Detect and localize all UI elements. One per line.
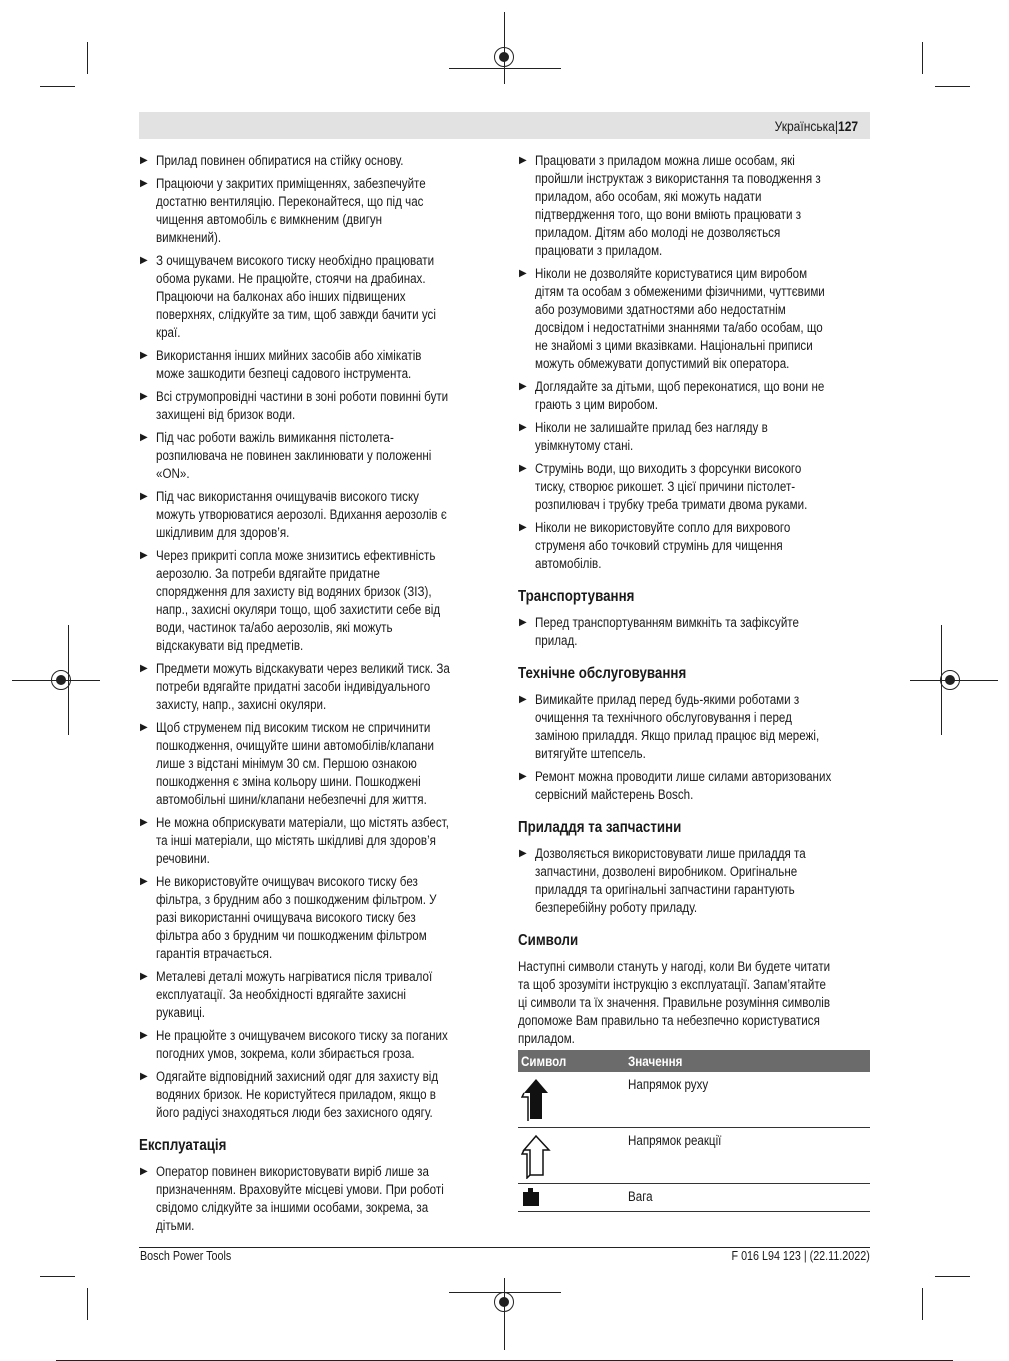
text-line: призначенням. Враховуйте місцеві умови. При роботі xyxy=(156,1182,444,1197)
section-heading: Приладдя та запчастини xyxy=(518,819,682,836)
crop-mark xyxy=(922,42,923,74)
bullet-triangle-icon: ▶ xyxy=(140,663,148,674)
text-line: його радіусі знаходяться люди без захисного одягу. xyxy=(156,1105,433,1120)
bullet-triangle-icon: ▶ xyxy=(140,550,148,561)
text-line: та інші матеріали, що містять шкідливі для здоров’я xyxy=(156,833,436,848)
text-line: прилад. xyxy=(535,633,578,648)
crop-mark xyxy=(40,86,75,87)
bullet-triangle-icon: ▶ xyxy=(519,155,527,166)
text-line: Ремонт можна проводити лише силами авторизованих xyxy=(535,769,832,784)
text-line: пройшли інструктаж з використання та поводження з xyxy=(535,171,821,186)
text-line: Одягайте відповідний захисний одяг для захисту від xyxy=(156,1069,439,1084)
text-line: достатню вентиляцію. Переконайтеся, що під час xyxy=(156,194,424,209)
list-item xyxy=(518,265,870,373)
text-line: З очищувачем високого тиску необхідно працювати xyxy=(156,253,435,268)
footer-publisher: Bosch Power Tools xyxy=(140,1249,232,1263)
bullet-triangle-icon: ▶ xyxy=(140,817,148,828)
text-line: відскакувати від предметів. xyxy=(156,638,304,653)
list-item xyxy=(518,519,870,573)
section-heading: Технічне обслуговування xyxy=(518,665,687,682)
text-line: дітям та особам з обмеженими фізичними, чуттєвими xyxy=(535,284,825,299)
list-item xyxy=(139,175,494,247)
list-item xyxy=(518,378,870,414)
text-line: можуть обмежувати допустимий вік оператора. xyxy=(535,356,790,371)
text-line: свідомо слідкуйте за іншими особами, зокрема, за xyxy=(156,1200,429,1215)
text-line: увімкнутому стані. xyxy=(535,438,634,453)
text-line: пошкодження є зміна кольору шини. Пошкоджені xyxy=(156,774,421,789)
table-row xyxy=(518,1072,870,1127)
registration-mark-icon xyxy=(940,670,960,690)
list-item xyxy=(518,614,870,650)
text-line: Не використовуйте очищувач високого тиску без xyxy=(156,874,418,889)
column-header-meaning: Значення xyxy=(628,1053,683,1069)
text-line: приладом, або особам, які можуть надати xyxy=(535,189,762,204)
text-line: або розумовими здатностями або недостатнім xyxy=(535,302,786,317)
symbol-meaning: Вага xyxy=(628,1188,653,1204)
text-line: Під час роботи важіль вимикання пістолета- xyxy=(156,430,394,445)
crop-mark xyxy=(449,68,561,69)
bullet-triangle-icon: ▶ xyxy=(140,1166,148,1177)
text-line: Ніколи не дозволяйте користуватися цим виробом xyxy=(535,266,808,281)
bullet-triangle-icon: ▶ xyxy=(140,178,148,189)
text-line: «ON». xyxy=(156,466,190,481)
text-line: витягуйте штепсель. xyxy=(535,746,646,761)
bullet-triangle-icon: ▶ xyxy=(140,491,148,502)
footer-doc-code: F 016 L94 123 | (22.11.2022) xyxy=(731,1249,870,1263)
text-line: Прилад повинен обпиратися на стійку основу. xyxy=(156,153,404,168)
section-heading: Транспортування xyxy=(518,588,635,605)
text-line: приладом. Дітям або молоді не дозволяється xyxy=(535,225,781,240)
text-line: лише з відстані мінімум 30 см. Першою ознакою xyxy=(156,756,417,771)
bullet-triangle-icon: ▶ xyxy=(140,876,148,887)
section-heading: Символи xyxy=(518,932,579,949)
text-line: пошкодження, очищуйте шини автомобілів/клапани xyxy=(156,738,435,753)
section-heading: Експлуатація xyxy=(139,1137,227,1154)
bullet-triangle-icon: ▶ xyxy=(140,1071,148,1082)
bullet-triangle-icon: ▶ xyxy=(519,848,527,859)
text-line: ці символи та їх значення. Правильне розуміння символів xyxy=(518,995,830,1010)
table-header-row xyxy=(518,1050,870,1072)
list-item xyxy=(139,547,494,655)
symbols-table xyxy=(518,1050,870,1212)
text-line: Ніколи не використовуйте сопло для вихрового xyxy=(535,520,791,535)
text-line: разі використанні очищувача високого тиску без xyxy=(156,910,416,925)
page-header xyxy=(139,112,870,139)
text-line: фільтра або з брудним чи пошкодженим фільтром xyxy=(156,928,427,943)
text-line: фільтра, з брудним або з пошкодженим фільтром. У xyxy=(156,892,437,907)
text-line: можуть утворюватися аерозолі. Вдихання аерозолів є xyxy=(156,507,447,522)
text-line: води, частинок та/або аерозолів, які можуть xyxy=(156,620,393,635)
text-line: експлуатації. За необхідності вдягайте захисні xyxy=(156,987,406,1002)
crop-mark xyxy=(504,1278,505,1350)
text-line: захисту, напр., захисні окуляри. xyxy=(156,697,327,712)
header-language: Українська xyxy=(774,118,835,134)
bullet-triangle-icon: ▶ xyxy=(140,722,148,733)
paragraph xyxy=(518,958,870,1048)
crop-mark xyxy=(87,1288,88,1320)
list-item xyxy=(518,768,870,804)
text-line: розпилювач і трубку треба тримати двома руками. xyxy=(535,497,808,512)
text-line: безперебійну роботу приладу. xyxy=(535,900,698,915)
text-line: Струмінь води, що виходить з форсунки високого xyxy=(535,461,802,476)
list-item xyxy=(139,873,494,963)
bullet-triangle-icon: ▶ xyxy=(140,155,148,166)
text-line: водяних бризок. Не користуйтеся приладом, якщо в xyxy=(156,1087,436,1102)
text-line: Металеві деталі можуть нагріватися після тривалої xyxy=(156,969,433,984)
bullet-triangle-icon: ▶ xyxy=(519,422,527,433)
list-item xyxy=(518,845,870,917)
right-column xyxy=(518,152,870,1212)
crop-mark xyxy=(87,42,88,74)
text-line: гарантія втрачається. xyxy=(156,946,273,961)
text-line: спорядження для захисту від водяних бризок (ЗІЗ), xyxy=(156,584,432,599)
bullet-triangle-icon: ▶ xyxy=(140,255,148,266)
bullet-triangle-icon: ▶ xyxy=(519,522,527,533)
text-line: та щоб зрозуміти інструкцію з експлуатації. Запам’ятайте xyxy=(518,977,827,992)
bullet-triangle-icon: ▶ xyxy=(519,381,527,392)
list-item xyxy=(139,1163,494,1235)
text-line: Перед транспортуванням вимкніть та зафіксуйте xyxy=(535,615,799,630)
direction-of-motion-arrow-icon xyxy=(521,1077,551,1121)
registration-mark-icon xyxy=(51,670,71,690)
text-line: Доглядайте за дітьми, щоб переконатися, що вони не xyxy=(535,379,825,394)
list-item xyxy=(139,814,494,868)
text-line: вимкнений). xyxy=(156,230,222,245)
text-line: Під час використання очищувачів високого тиску xyxy=(156,489,419,504)
text-line: Не працюйте з очищувачем високого тиску за поганих xyxy=(156,1028,448,1043)
bullet-triangle-icon: ▶ xyxy=(519,771,527,782)
text-line: тиску, створює рикошет. З цієї причини пістолет- xyxy=(535,479,796,494)
text-line: шкідливим для здоров’я. xyxy=(156,525,290,540)
text-line: очищення та технічного обслуговування і перед xyxy=(535,710,792,725)
text-line: Предмети можуть відскакувати через великий тиск. За xyxy=(156,661,450,676)
text-line: сервісний майстерень Bosch. xyxy=(535,787,694,802)
text-line: погодних умов, зокрема, коли збирається гроза. xyxy=(156,1046,415,1061)
text-line: Працювати з приладом можна лише особам, які xyxy=(535,153,795,168)
header-text xyxy=(774,118,858,134)
list-item xyxy=(139,152,494,170)
table-row xyxy=(518,1183,870,1211)
crop-mark xyxy=(922,1288,923,1320)
text-line: Дозволяється використовувати лише приладдя та xyxy=(535,846,806,861)
text-line: Не можна обприскувати матеріали, що містять азбест, xyxy=(156,815,449,830)
text-line: грають з цим виробом. xyxy=(535,397,658,412)
bullet-triangle-icon: ▶ xyxy=(519,268,527,279)
list-item xyxy=(139,488,494,542)
text-line: Ніколи не залишайте прилад без нагляду в xyxy=(535,420,768,435)
list-item xyxy=(139,1068,494,1122)
header-separator: | xyxy=(834,118,838,134)
text-line: Використання інших мийних засобів або хімікатів xyxy=(156,348,422,363)
text-line: краї. xyxy=(156,325,181,340)
list-item xyxy=(518,460,870,514)
direction-of-reaction-arrow-icon xyxy=(521,1133,551,1179)
text-line: напр., захисні окуляри тощо, щоб захистити себе від xyxy=(156,602,441,617)
text-line: Працюючи на балконах або інших підвищених xyxy=(156,289,406,304)
text-line: досвідом і недостатніми знаннями та/або особам, що xyxy=(535,320,823,335)
text-line: працювати з приладом. xyxy=(535,243,663,258)
text-line: обома руками. Не працюйте, стоячи на драбинах. xyxy=(156,271,426,286)
text-line: чищення автомобіль є вимкненим (двигун xyxy=(156,212,383,227)
bullet-triangle-icon: ▶ xyxy=(140,391,148,402)
symbol-meaning: Напрямок реакції xyxy=(628,1132,722,1148)
text-line: автомобілів. xyxy=(535,556,602,571)
list-item xyxy=(139,660,494,714)
left-column xyxy=(139,152,494,1240)
table-row xyxy=(518,1127,870,1183)
list-item xyxy=(139,252,494,342)
page-number: 127 xyxy=(837,118,858,134)
list-item xyxy=(139,1027,494,1063)
text-line: може зашкодити безпеці садового інструмента. xyxy=(156,366,412,381)
text-line: розпилювача не повинен заклинювати у положенні xyxy=(156,448,432,463)
list-item xyxy=(139,968,494,1022)
bullet-triangle-icon: ▶ xyxy=(140,350,148,361)
text-line: приладдя та оригінальні запчастини гарантують xyxy=(535,882,795,897)
symbol-meaning: Напрямок руху xyxy=(628,1077,709,1092)
text-line: допоможе Вам правильно та небезпечно користуватися xyxy=(518,1013,820,1028)
list-item xyxy=(139,429,494,483)
text-line: Працюючи у закритих приміщеннях, забезпечуйте xyxy=(156,176,426,191)
bullet-triangle-icon: ▶ xyxy=(140,432,148,443)
text-line: заміною приладдя. Якщо прилад працює від мережі, xyxy=(535,728,820,743)
text-line: захищені від бризок води. xyxy=(156,407,296,422)
list-item xyxy=(139,719,494,809)
text-line: приладом. xyxy=(518,1031,575,1046)
bullet-triangle-icon: ▶ xyxy=(519,617,527,628)
text-line: потреби вдягайте придатні засоби індивідуального xyxy=(156,679,431,694)
text-line: Наступні символи стануть у нагоді, коли Ви будете читати xyxy=(518,959,831,974)
crop-mark xyxy=(935,1276,970,1277)
list-item xyxy=(139,347,494,383)
crop-mark xyxy=(935,86,970,87)
weight-icon xyxy=(521,1187,541,1207)
text-line: поверхнях, слідкуйте за тим, щоб завжди бачити усі xyxy=(156,307,436,322)
text-line: дітьми. xyxy=(156,1218,195,1233)
bullet-triangle-icon: ▶ xyxy=(140,1030,148,1041)
registration-mark-icon xyxy=(494,1292,514,1312)
bullet-triangle-icon: ▶ xyxy=(519,694,527,705)
crop-mark xyxy=(40,1276,75,1277)
list-item xyxy=(518,152,870,260)
text-line: підтвердження того, що вони вміють працювати з xyxy=(535,207,802,222)
text-line: запчастини, дозволені виробником. Оригінальне xyxy=(535,864,798,879)
text-line: рукавиці. xyxy=(156,1005,206,1020)
text-line: Оператор повинен використовувати виріб лише за xyxy=(156,1164,429,1179)
text-line: речовини. xyxy=(156,851,210,866)
list-item xyxy=(518,691,870,763)
registration-mark-icon xyxy=(494,47,514,67)
bullet-triangle-icon: ▶ xyxy=(140,971,148,982)
text-line: не знайомі з цими вказівками. Національні приписи xyxy=(535,338,813,353)
list-item xyxy=(518,419,870,455)
footer-divider xyxy=(139,1247,870,1248)
list-item xyxy=(139,388,494,424)
column-header-symbol: Символ xyxy=(521,1053,567,1069)
text-line: автомобільні шини/клапани небезпечні для життя. xyxy=(156,792,427,807)
bullet-triangle-icon: ▶ xyxy=(519,463,527,474)
text-line: Щоб струменем під високим тиском не спричинити xyxy=(156,720,431,735)
text-line: Через прикриті сопла може знизитись ефективність xyxy=(156,548,436,563)
text-line: струменя або точковий струмінь для чищення xyxy=(535,538,783,553)
text-line: аерозолю. За потреби вдягайте придатне xyxy=(156,566,380,581)
text-line: Вимикайте прилад перед будь-якими роботами з xyxy=(535,692,800,707)
text-line: Всі струмопровідні частини в зоні роботи повинні бути xyxy=(156,389,449,404)
